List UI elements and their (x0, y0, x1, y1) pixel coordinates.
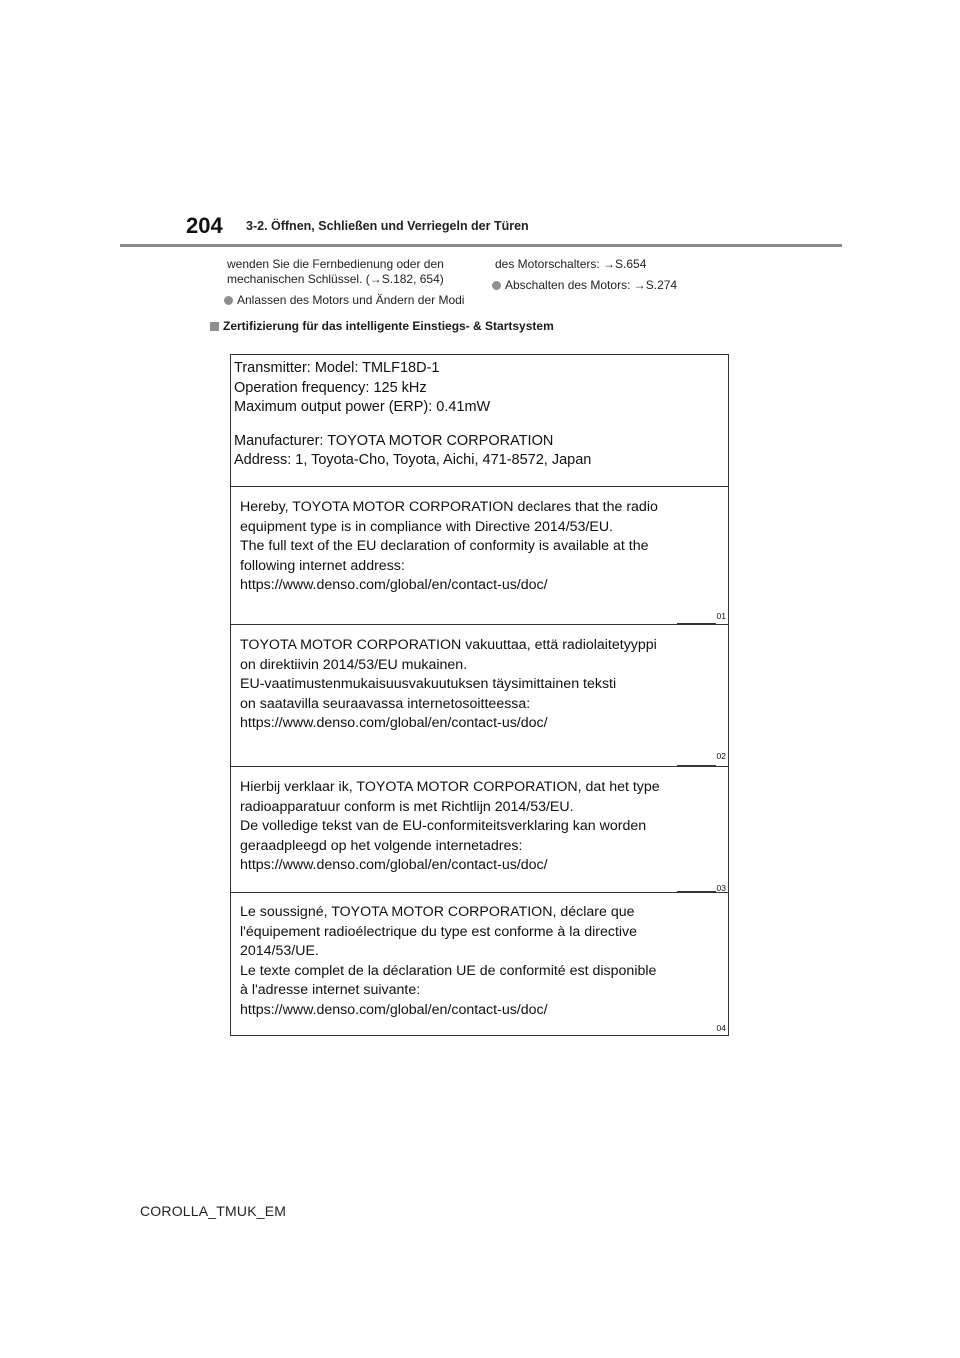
declaration-line: The full text of the EU declaration of conformity is available at the (240, 538, 649, 555)
declaration-line: following internet address: (240, 557, 405, 574)
declaration-line: geraadpleegd op het volgende internetadres: (240, 837, 523, 854)
declaration-line: 2014/53/UE. (240, 943, 319, 960)
declaration-line: l'équipement radioélectrique du type est conforme à la directive (240, 923, 638, 940)
declaration-line: Hereby, TOYOTA MOTOR CORPORATION declares that the radio (240, 499, 658, 515)
declaration-line: https://www.denso.com/global/en/contact-us/doc/ (240, 857, 548, 874)
continued-text: des Motorschalters: →S.654 (495, 257, 647, 271)
square-bullet-icon (210, 322, 219, 331)
certificate-box (230, 354, 729, 1036)
section-number: 03 (716, 883, 726, 893)
declaration-line: https://www.denso.com/global/en/contact-us/doc/ (240, 715, 548, 732)
bullet-text: Abschalten des Motors: →S.274 (505, 278, 678, 292)
transmitter-info (234, 359, 728, 471)
declaration-line: De volledige tekst van de EU-conformiteitsverklaring kan worden (240, 818, 647, 835)
declaration-line: à l'adresse internet suivante: (240, 982, 421, 999)
heading-text: Zertifizierung für das intelligente Einstiegs- & Startsystem (223, 319, 554, 333)
number-rule (677, 623, 716, 624)
manufacturer-line: Address: 1, Toyota-Cho, Toyota, Aichi, 471-8572, Japan (234, 452, 592, 468)
page-number: 204 (186, 213, 223, 238)
declaration-line: Le texte complet de la déclaration UE de conformité est disponible (240, 962, 657, 979)
declaration-line: TOYOTA MOTOR CORPORATION vakuuttaa, että radiolaitetyyppi (240, 637, 657, 653)
declaration-line: Hierbij verklaar ik, TOYOTA MOTOR CORPORATION, dat het type (240, 779, 660, 795)
left-column (224, 257, 480, 314)
bullet-text: Anlassen des Motors und Ändern der Modi (237, 293, 465, 307)
transmitter-line: Transmitter: Model: TMLF18D-1 (234, 360, 440, 376)
declaration-section-03 (231, 766, 728, 893)
bullet-item-engine-stop (492, 278, 752, 293)
declaration-line: Le soussigné, TOYOTA MOTOR CORPORATION, déclare que (240, 904, 635, 920)
bullet-icon (492, 281, 501, 290)
transmitter-line: Maximum output power (ERP): 0.41mW (234, 399, 491, 415)
section-number: 01 (716, 611, 726, 621)
certification-heading (210, 319, 554, 333)
number-rule (677, 765, 716, 766)
transmitter-line: Operation frequency: 125 kHz (234, 379, 427, 396)
declaration-section-01 (231, 486, 728, 625)
declaration-line: https://www.denso.com/global/en/contact-us/doc/ (240, 577, 548, 594)
declaration-section-04 (231, 892, 728, 1036)
document-code: COROLLA_TMUK_EM (140, 1203, 287, 1219)
manufacturer-line: Manufacturer: TOYOTA MOTOR CORPORATION (234, 432, 554, 449)
intro-text: wenden Sie die Fernbedienung oder den mechanischen Schlüssel. (→S.182, 654) (227, 257, 444, 286)
header-rule (120, 244, 842, 247)
declaration-section-02 (231, 624, 728, 767)
declaration-line: equipment type is in compliance with Directive 2014/53/EU. (240, 518, 614, 535)
section-number: 04 (716, 1023, 726, 1033)
right-column (492, 257, 752, 299)
section-title: 3-2. Öffnen, Schließen und Verriegeln der Türen (246, 219, 529, 233)
bullet-item-engine-start (224, 293, 480, 308)
declaration-line: radioapparatuur conform is met Richtlijn 2014/53/EU. (240, 798, 574, 815)
declaration-line: EU-vaatimustenmukaisuusvakuutuksen täysimittainen teksti (240, 676, 617, 693)
bullet-icon (224, 296, 233, 305)
number-rule (677, 891, 716, 892)
declaration-line: on saatavilla seuraavassa internetosoitteessa: (240, 695, 531, 712)
declaration-line: on direktiivin 2014/53/EU mukainen. (240, 656, 468, 673)
section-number: 02 (716, 751, 726, 761)
declaration-line: https://www.denso.com/global/en/contact-us/doc/ (240, 1001, 548, 1018)
